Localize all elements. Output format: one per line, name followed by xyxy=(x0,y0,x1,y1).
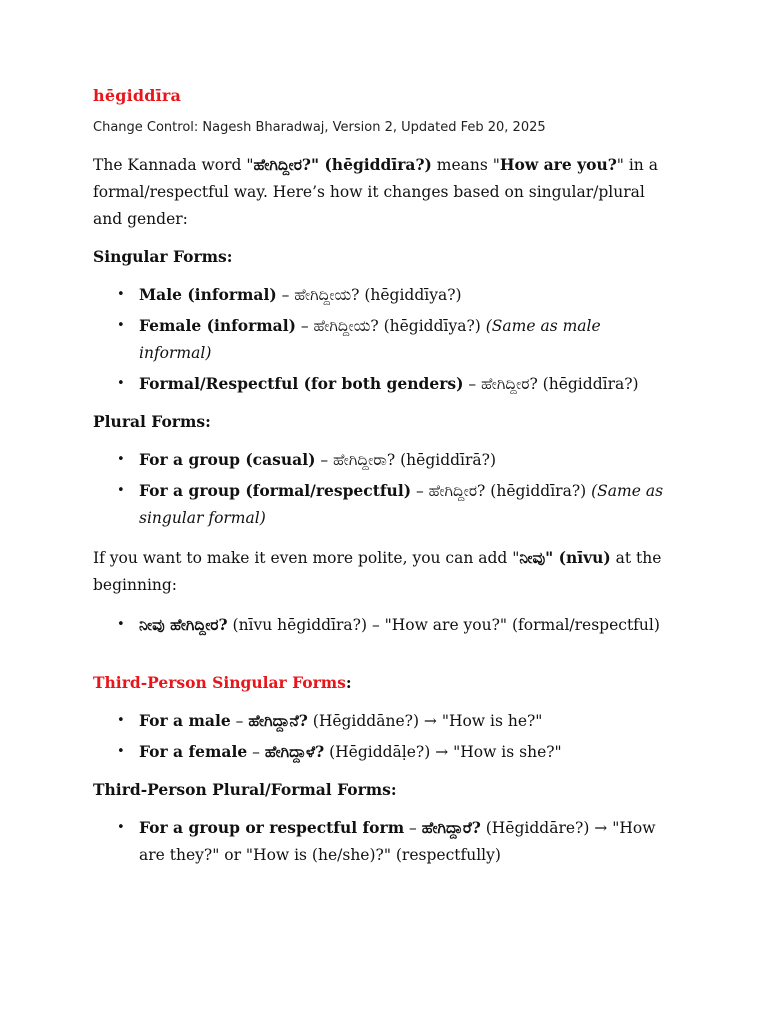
item-label: For a group or respectful form xyxy=(139,818,405,837)
polite-text-1: If you want to make it even more polite, you can add " xyxy=(93,549,520,567)
intro-kannada-word: ಹೇಗಿದ್ದೀರ?" (hēgiddīra?) xyxy=(253,155,432,174)
item-kannada: ಹೇಗಿದ್ದಾರೆ? xyxy=(421,818,481,837)
intro-translation: How are you? xyxy=(499,155,617,174)
item-label: Formal/Respectful (for both genders) xyxy=(139,374,464,393)
item-label: For a group (formal/respectful) xyxy=(139,481,412,500)
item-text: (nīvu hēgiddīra?) – "How are you?" (formal/respectful) xyxy=(227,616,660,634)
list-item xyxy=(139,312,676,367)
third-person-singular-list xyxy=(93,707,676,766)
item-text: (Hēgiddāḷe?) → "How is she?" xyxy=(324,743,562,761)
item-dash: – xyxy=(404,819,422,837)
intro-text-2: means " xyxy=(431,156,500,174)
polite-list xyxy=(93,611,676,639)
intro-paragraph xyxy=(93,151,676,233)
third-person-plural-list xyxy=(93,814,676,869)
polite-kannada-word: ನೀವು" (nīvu) xyxy=(519,548,611,567)
item-note: (Same as singular formal) xyxy=(139,482,664,527)
item-label: ನೀವು ಹೇಗಿದ್ದೀರ? xyxy=(139,615,228,634)
item-dash: – xyxy=(230,712,249,730)
list-item xyxy=(139,477,676,532)
item-label: Male (informal) xyxy=(139,285,277,304)
polite-text-2: at the beginning: xyxy=(93,549,662,594)
change-control-line: Change Control: Nagesh Bharadwaj, Version 2, Updated Feb 20, 2025 xyxy=(93,120,546,135)
heading-text: Third-Person Singular Forms xyxy=(93,673,346,692)
spacer xyxy=(93,651,676,671)
item-label: For a group (casual) xyxy=(139,450,316,469)
intro-text-3: " in a formal/respectful way. Here’s how it changes based on singular/plural and gender: xyxy=(93,156,658,228)
list-item xyxy=(139,814,676,869)
item-kannada: ಹೇಗಿದ್ದಾಳೆ? xyxy=(264,742,325,761)
item-text: – ಹೇಗಿದ್ದೀರಾ? (hēgiddīrā?) xyxy=(315,451,497,469)
list-item xyxy=(139,611,676,639)
item-text: – ಹೇಗಿದ್ದೀಯ? (hēgiddīya?) xyxy=(295,317,486,335)
polite-paragraph xyxy=(93,544,676,599)
list-item xyxy=(139,370,676,398)
item-text: – ಹೇಗಿದ್ದೀರ? (hēgiddīra?) xyxy=(463,375,639,393)
item-note: (Same as male informal) xyxy=(139,317,601,362)
singular-forms-heading: Singular Forms: xyxy=(93,247,233,266)
item-label: Female (informal) xyxy=(139,316,296,335)
list-item xyxy=(139,738,676,766)
item-label: For a male xyxy=(139,711,231,730)
item-kannada: ಹೇಗಿದ್ದಾನೆ? xyxy=(248,711,308,730)
item-text: – ಹೇಗಿದ್ದೀರ? (hēgiddīra?) xyxy=(411,482,592,500)
list-item xyxy=(139,446,676,474)
item-dash: – xyxy=(247,743,265,761)
item-text: (Hēgiddāne?) → "How is he?" xyxy=(307,712,543,730)
document-title: hēgiddīra xyxy=(93,86,182,105)
list-item xyxy=(139,281,676,309)
singular-forms-list xyxy=(93,281,676,398)
third-person-plural-heading: Third-Person Plural/Formal Forms: xyxy=(93,780,397,799)
plural-forms-heading: Plural Forms: xyxy=(93,412,211,431)
heading-colon: : xyxy=(345,673,352,692)
intro-text-1: The Kannada word " xyxy=(93,156,254,174)
list-item xyxy=(139,707,676,735)
item-label: For a female xyxy=(139,742,248,761)
item-text: – ಹೇಗಿದ್ದೀಯ? (hēgiddīya?) xyxy=(276,286,462,304)
item-text: (Hēgiddāre?) → "How are they?" or "How is (he/she)?" (respectfully) xyxy=(139,819,656,864)
third-person-singular-heading xyxy=(93,671,676,695)
plural-forms-list xyxy=(93,446,676,532)
